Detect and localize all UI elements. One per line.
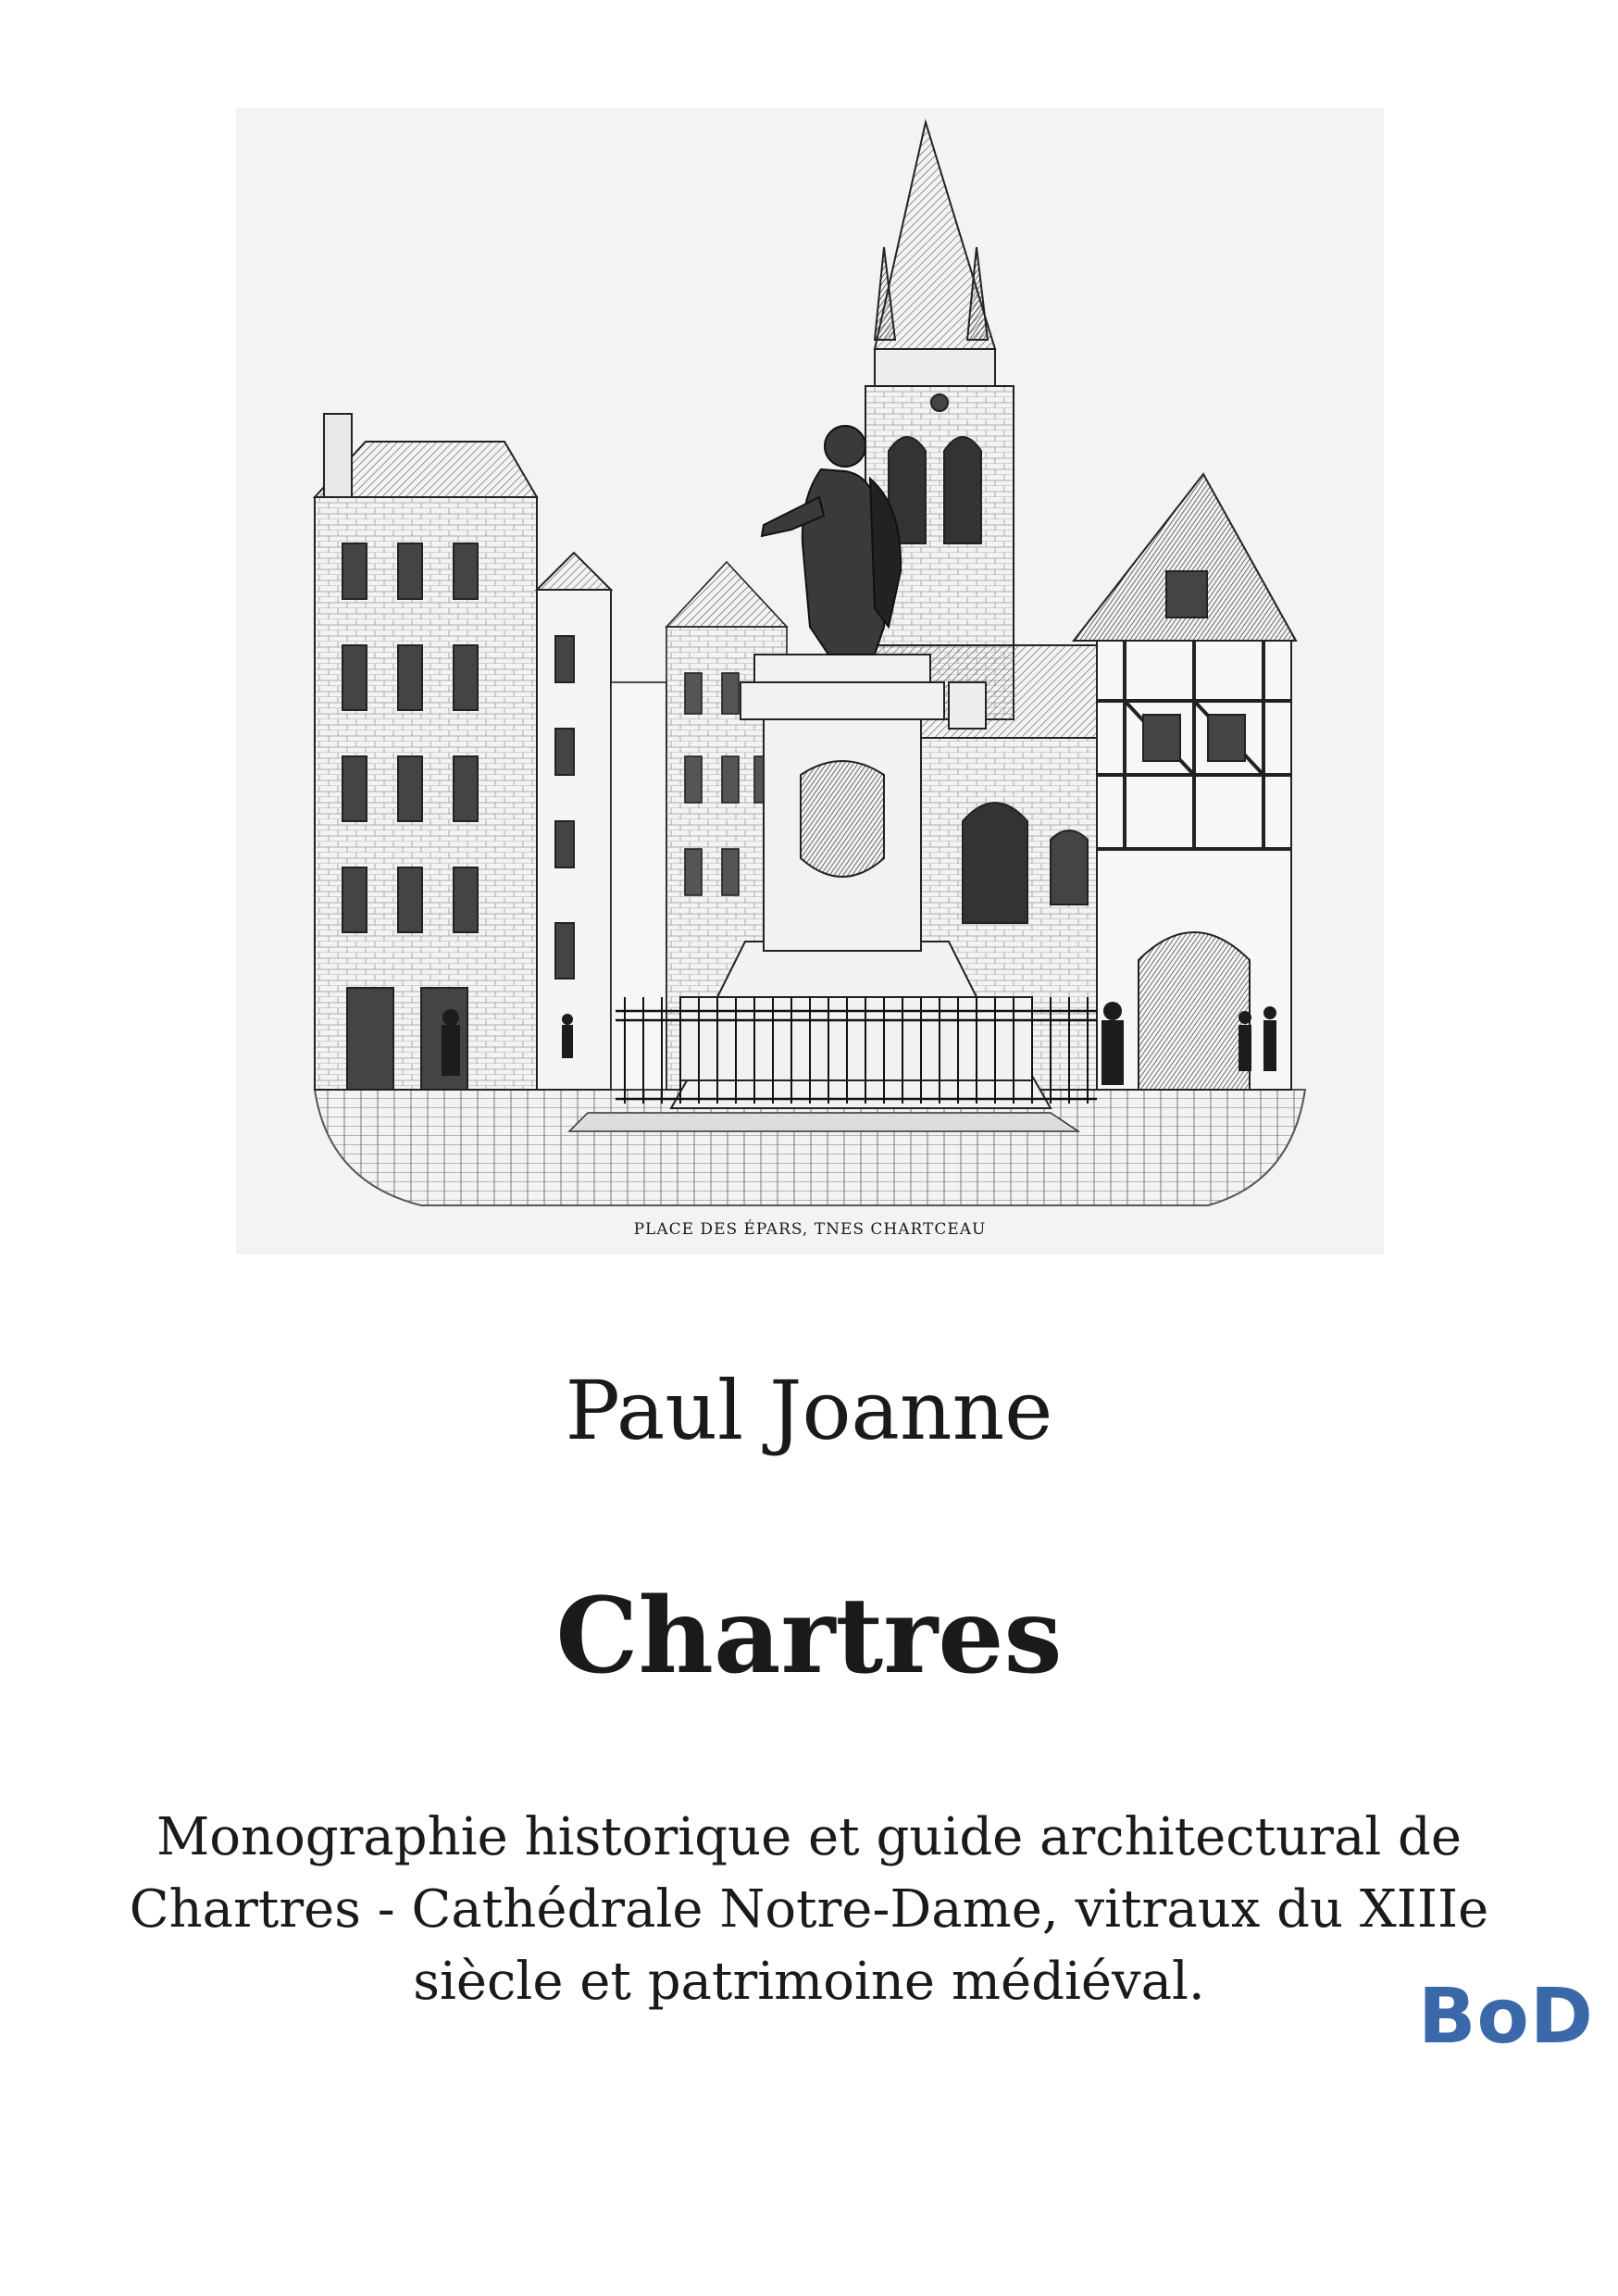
illustration-caption: PLACE DES ÉPARS, TNES CHARTCEAU	[633, 1220, 987, 1239]
subtitle-line: siècle et patrimoine médiéval.	[413, 1952, 1205, 2012]
book-subtitle	[83, 1802, 1535, 2018]
town-square-engraving-icon	[236, 108, 1384, 1254]
author-name: Paul Joanne	[565, 1363, 1053, 1458]
subtitle-line: Monographie historique et guide architectural de	[156, 1807, 1462, 1867]
publisher-logo: BoD	[1418, 1973, 1594, 2061]
subtitle-line: Chartres - Cathédrale Notre-Dame, vitraux du XIIIe	[129, 1879, 1489, 1940]
book-title: Chartres	[555, 1576, 1063, 1697]
cover-illustration	[236, 108, 1384, 1254]
